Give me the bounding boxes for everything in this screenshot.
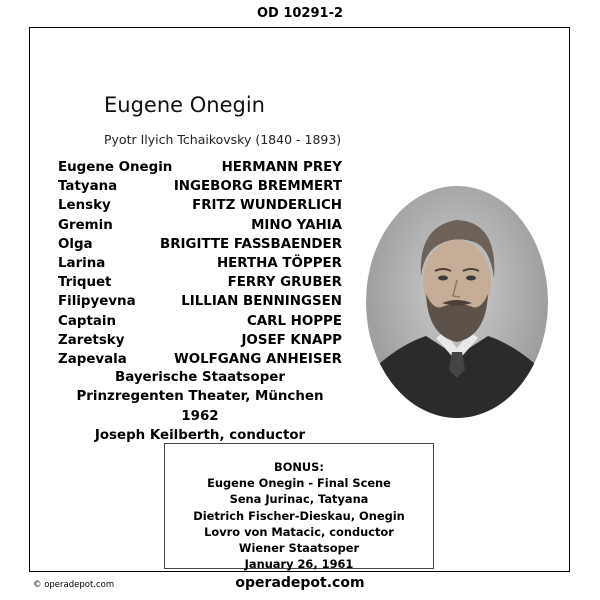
cast-row: [58, 216, 342, 235]
role-name: Captain: [58, 313, 117, 329]
bonus-line: January 26, 1961: [244, 557, 354, 572]
role-name: Larina: [58, 256, 106, 272]
catalog-number: OD 10291-2: [256, 6, 344, 21]
composer-line: Pyotr Ilyich Tchaikovsky (1840 - 1893): [104, 132, 342, 147]
cast-row: [58, 350, 342, 369]
copyright-notice: © operadepot.com: [33, 580, 115, 590]
singer-name: JOSEF KNAPP: [241, 332, 342, 348]
cast-row: [58, 177, 342, 196]
bonus-line: Eugene Onegin - Final Scene: [207, 476, 391, 491]
conductor: Joseph Keilberth, conductor: [94, 427, 306, 443]
singer-name: HERMANN PREY: [221, 160, 342, 175]
bonus-line: Lovro von Matacic, conductor: [204, 524, 394, 539]
cast-row: [58, 273, 342, 292]
venue: Prinzregenten Theater, München: [76, 389, 324, 405]
cast-row: [58, 331, 342, 350]
opera-title: Eugene Onegin: [104, 93, 265, 117]
role-name: Zaretsky: [58, 332, 125, 348]
role-name: Lensky: [58, 198, 111, 214]
cast-row: [58, 254, 342, 273]
cast-row: [58, 292, 342, 311]
opera-company: Bayerische Staatsoper: [115, 370, 285, 385]
role-name: Zapevala: [58, 352, 127, 368]
cast-list: [58, 158, 342, 369]
bonus-heading: BONUS:: [274, 460, 324, 474]
cast-row: [58, 312, 342, 331]
role-name: Filipyevna: [58, 294, 136, 310]
singer-name: MINO YAHIA: [251, 217, 342, 233]
singer-name: HERTHA TÖPPER: [216, 256, 342, 272]
role-name: Triquet: [58, 275, 112, 291]
singer-name: FERRY GRUBER: [227, 275, 342, 291]
role-name: Olga: [58, 236, 93, 252]
production-info: [60, 368, 340, 445]
bonus-line: Sena Jurinac, Tatyana: [229, 492, 369, 507]
website-link[interactable]: operadepot.com: [235, 575, 365, 591]
composer-portrait: [366, 186, 548, 418]
singer-name: LILLIAN BENNINGSEN: [181, 294, 342, 310]
singer-name: CARL HOPPE: [246, 313, 342, 329]
bonus-line: Dietrich Fischer-Dieskau, Onegin: [193, 508, 405, 523]
portrait-illustration: [366, 186, 548, 418]
role-name: Tatyana: [58, 179, 118, 195]
singer-name: INGEBORG BREMMERT: [173, 179, 342, 195]
cast-row: [58, 158, 342, 177]
singer-name: WOLFGANG ANHEISER: [173, 352, 342, 368]
performance-year: 1962: [181, 408, 219, 424]
bonus-box: [164, 443, 434, 572]
cast-row: [58, 196, 342, 215]
singer-name: FRITZ WUNDERLICH: [192, 198, 342, 214]
cast-row: [58, 235, 342, 254]
role-name: Eugene Onegin: [58, 160, 173, 175]
bonus-line: Wiener Staatsoper: [238, 541, 360, 556]
singer-name: BRIGITTE FASSBAENDER: [159, 236, 342, 252]
role-name: Gremin: [58, 217, 113, 233]
